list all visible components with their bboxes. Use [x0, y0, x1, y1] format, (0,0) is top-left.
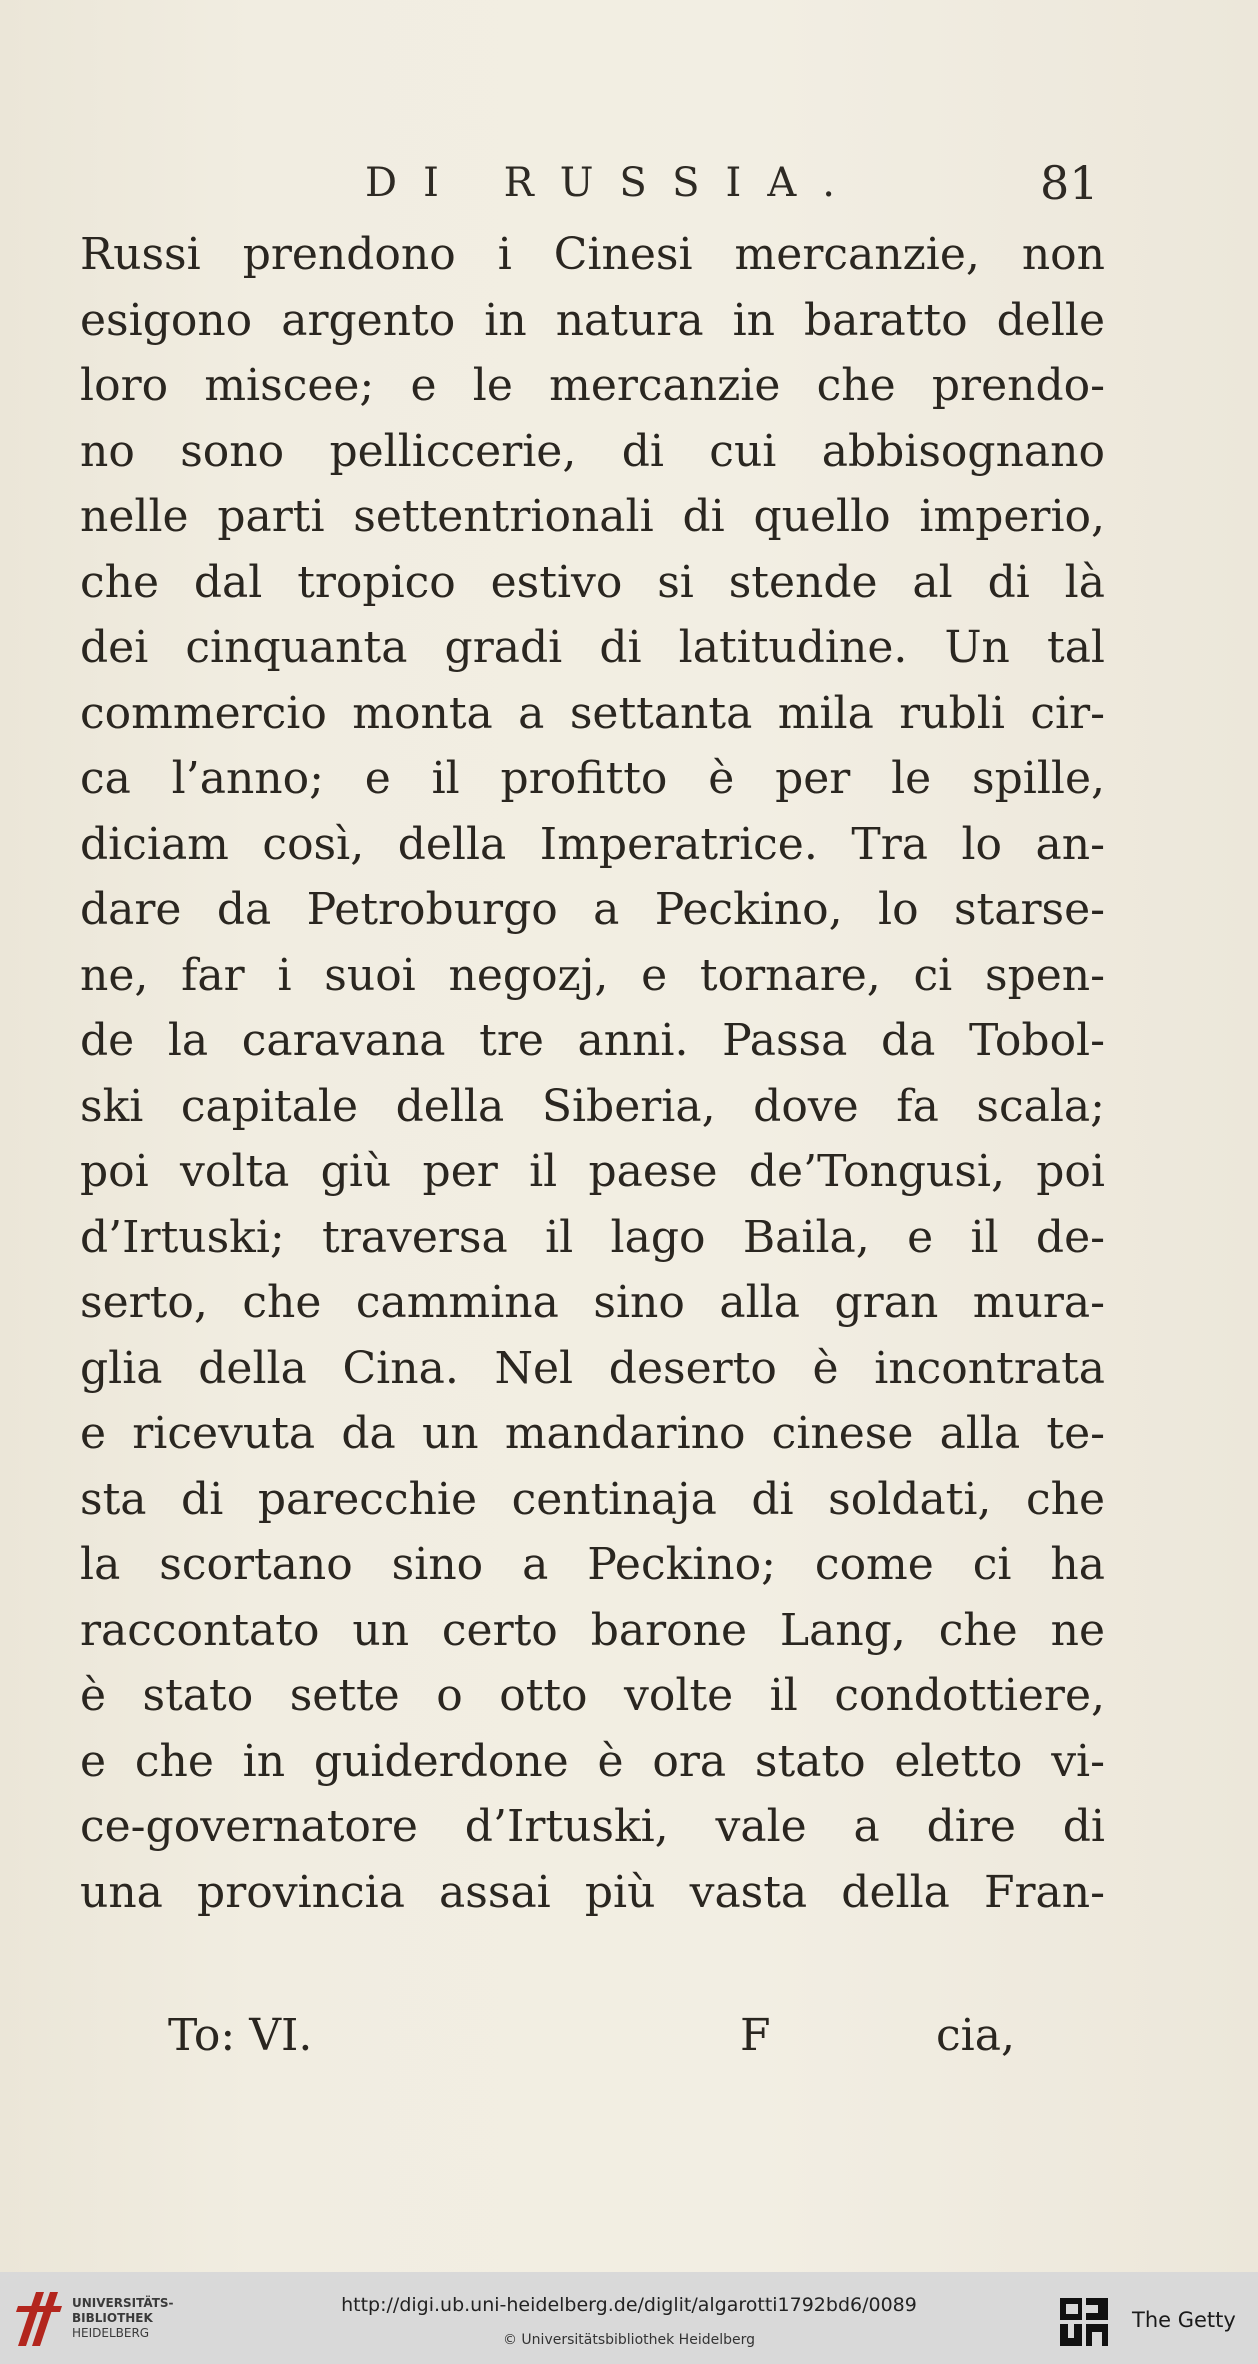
credit-bar: [0, 2272, 1258, 2364]
getty-label: The Getty: [1132, 2308, 1236, 2332]
text-line: dare da Petroburgo a Peckino, lo starse-: [80, 884, 1105, 935]
text-line: e ricevuta da un mandarino cinese alla te-: [80, 1408, 1105, 1459]
running-head: [0, 156, 1258, 220]
volume-signature: To: VI.: [168, 2010, 313, 2061]
text-line: d’Irtuski; traversa il lago Baila, e il de-: [80, 1211, 1105, 1263]
institution-line: HEIDELBERG: [72, 2326, 150, 2340]
text-line: esigono argento in natura in baratto delle: [80, 294, 1105, 346]
catchword: cia,: [936, 2010, 1015, 2061]
body-text: [80, 222, 1105, 1925]
signature-letter: F: [740, 2010, 771, 2061]
institution-line: BIBLIOTHEK: [72, 2311, 153, 2325]
text-line: una provincia assai più vasta della Fran-: [80, 1866, 1105, 1918]
text-line: è stato sette o otto volte il condottiere,: [80, 1670, 1105, 1721]
text-line: serto, che cammina sino alla gran mura-: [80, 1277, 1105, 1328]
text-line: ne, far i suoi negozj, e tornare, ci spen-: [80, 949, 1105, 1001]
page-number: 81: [1040, 156, 1099, 210]
text-line: sta di parecchie centinaja di soldati, che: [80, 1473, 1105, 1525]
text-line: glia della Cina. Nel deserto è incontrata: [80, 1342, 1105, 1394]
text-line: ca l’anno; e il profitto è per le spille,: [80, 753, 1105, 804]
text-line: e che in guiderdone è ora stato eletto vi-: [80, 1735, 1105, 1787]
text-line: Russi prendono i Cinesi mercanzie, non: [80, 229, 1105, 280]
text-line: raccontato un certo barone Lang, che ne: [80, 1604, 1105, 1656]
permalink-url[interactable]: http://digi.ub.uni-heidelberg.de/diglit/algarotti1792bd6/0089: [341, 2294, 917, 2316]
text-line: diciam così, della Imperatrice. Tra lo an-: [80, 818, 1105, 870]
text-line: la scortano sino a Peckino; come ci ha: [80, 1539, 1105, 1590]
running-head-title: DI RUSSIA.: [365, 160, 861, 206]
text-line: de la caravana tre anni. Passa da Tobol-: [80, 1015, 1105, 1066]
copyright-notice: © Universitätsbibliothek Heidelberg: [502, 2332, 755, 2348]
text-line: che dal tropico estivo si stende al di là: [80, 556, 1105, 608]
text-line: dei cinquanta gradi di latitudine. Un tal: [80, 622, 1105, 673]
text-line: poi volta giù per il paese de’Tongusi, poi: [80, 1146, 1105, 1197]
page-footer: [0, 2010, 1258, 2070]
institution-line: UNIVERSITÄTS-: [72, 2296, 174, 2310]
text-line: ce-governatore d’Irtuski, vale a dire di: [80, 1801, 1105, 1852]
text-line: loro miscee; e le mercanzie che prendo-: [80, 360, 1105, 411]
getty-logo-icon: [1058, 2296, 1110, 2348]
text-line: no sono pelliccerie, di cui abbisognano: [80, 425, 1105, 477]
text-line: nelle parti settentrionali di quello imperio,: [80, 491, 1105, 542]
text-line: commercio monta a settanta mila rubli cir-: [80, 687, 1105, 739]
text-line: ski capitale della Siberia, dove fa scala;: [80, 1080, 1105, 1132]
